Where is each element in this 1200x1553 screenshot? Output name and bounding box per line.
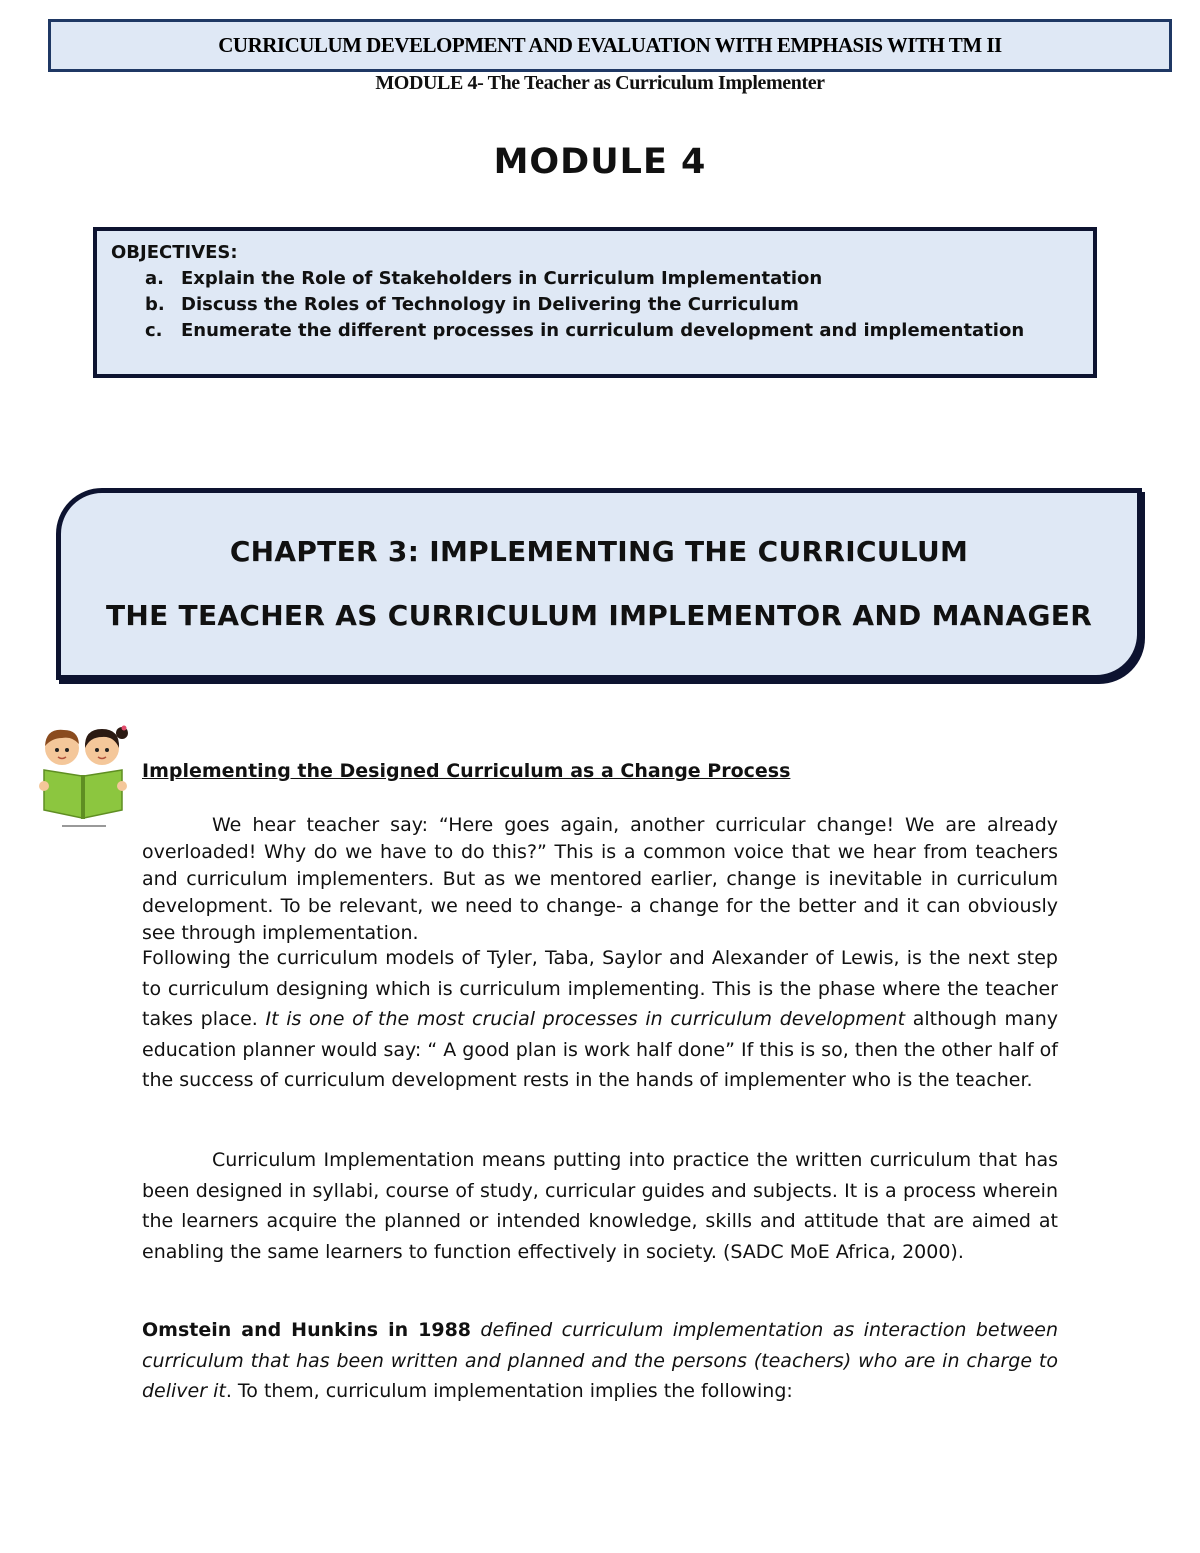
paragraph-bold-segment: Omstein and Hunkins in 1988	[142, 1319, 472, 1341]
course-title-banner	[48, 19, 1172, 72]
objective-text: Explain the Role of Stakeholders in Curriculum Implementation	[181, 268, 823, 289]
objective-item	[145, 319, 1079, 342]
chapter-banner	[56, 488, 1142, 680]
paragraph-2	[142, 943, 1058, 1096]
paragraph-text-segment: . To them, curriculum implementation implies the following:	[225, 1380, 793, 1402]
objective-marker: a.	[145, 268, 164, 289]
objective-text: Enumerate the different processes in curriculum development and implementation	[181, 320, 1025, 341]
paragraph-text-segment: Following the curriculum models of Tyler, Taba, Saylor and Alexander of Lewis, is the next step to curriculum designing which is curriculum implementing. This is the phase where the teacher takes place.	[142, 947, 1058, 1030]
objectives-box	[93, 227, 1097, 378]
objective-marker: b.	[145, 294, 165, 315]
objective-text: Discuss the Roles of Technology in Delivering the Curriculum	[181, 294, 799, 315]
module-title: MODULE 4	[493, 142, 707, 182]
paragraph-italic-segment: defined curriculum implementation as interaction between curriculum that has been written and planned and the persons (teachers) who are in charge to deliver it	[142, 1319, 1058, 1402]
paragraph-1	[142, 812, 1058, 947]
chapter-title: CHAPTER 3: IMPLEMENTING THE CURRICULUM	[229, 535, 969, 568]
chapter-subtitle: THE TEACHER AS CURRICULUM IMPLEMENTOR AND MANAGER	[105, 599, 1093, 632]
section-title: Implementing the Designed Curriculum as a Change Process	[142, 760, 791, 782]
paragraph-4	[142, 1315, 1058, 1407]
paragraph-text-segment: although many education planner would say: “ A good plan is work half done” If this is so, then the other half of the success of curriculum development rests in the hands of implementer who is the teacher.	[142, 1008, 1058, 1091]
objective-item	[145, 267, 1079, 290]
course-title: CURRICULUM DEVELOPMENT AND EVALUATION WITH EMPHASIS WITH TM II	[218, 33, 1002, 57]
paragraph-text	[142, 1315, 1058, 1407]
objective-marker: c.	[145, 320, 163, 341]
children-reading-book-icon	[38, 724, 130, 832]
paragraph-3	[142, 1145, 1058, 1267]
paragraph-italic-segment: It is one of the most crucial processes in curriculum development	[265, 1008, 906, 1030]
objective-item	[145, 293, 1079, 316]
objectives-heading: OBJECTIVES:	[111, 242, 238, 263]
module-subtitle: MODULE 4- The Teacher as Curriculum Implementer	[375, 72, 825, 94]
paragraph-text: Curriculum Implementation means putting into practice the written curriculum that has been designed in syllabi, course of study, curricular guides and subjects. It is a process wherein the learners acquire the planned or intended knowledge, skills and attitude that are aimed at enabling the same learners to function effectively in society. (SADC MoE Africa, 2000).	[142, 1149, 1058, 1263]
paragraph-text	[142, 943, 1058, 1096]
objectives-list	[111, 267, 1079, 342]
paragraph-text: We hear teacher say: “Here goes again, another curricular change! We are already overloaded! Why do we have to do this?” This is a common voice that we hear from teachers and curriculum implementers. But as we mentored earlier, change is inevitable in curriculum development. To be relevant, we need to change- a change for the better and it can obviously see through implementation.	[142, 814, 1058, 944]
